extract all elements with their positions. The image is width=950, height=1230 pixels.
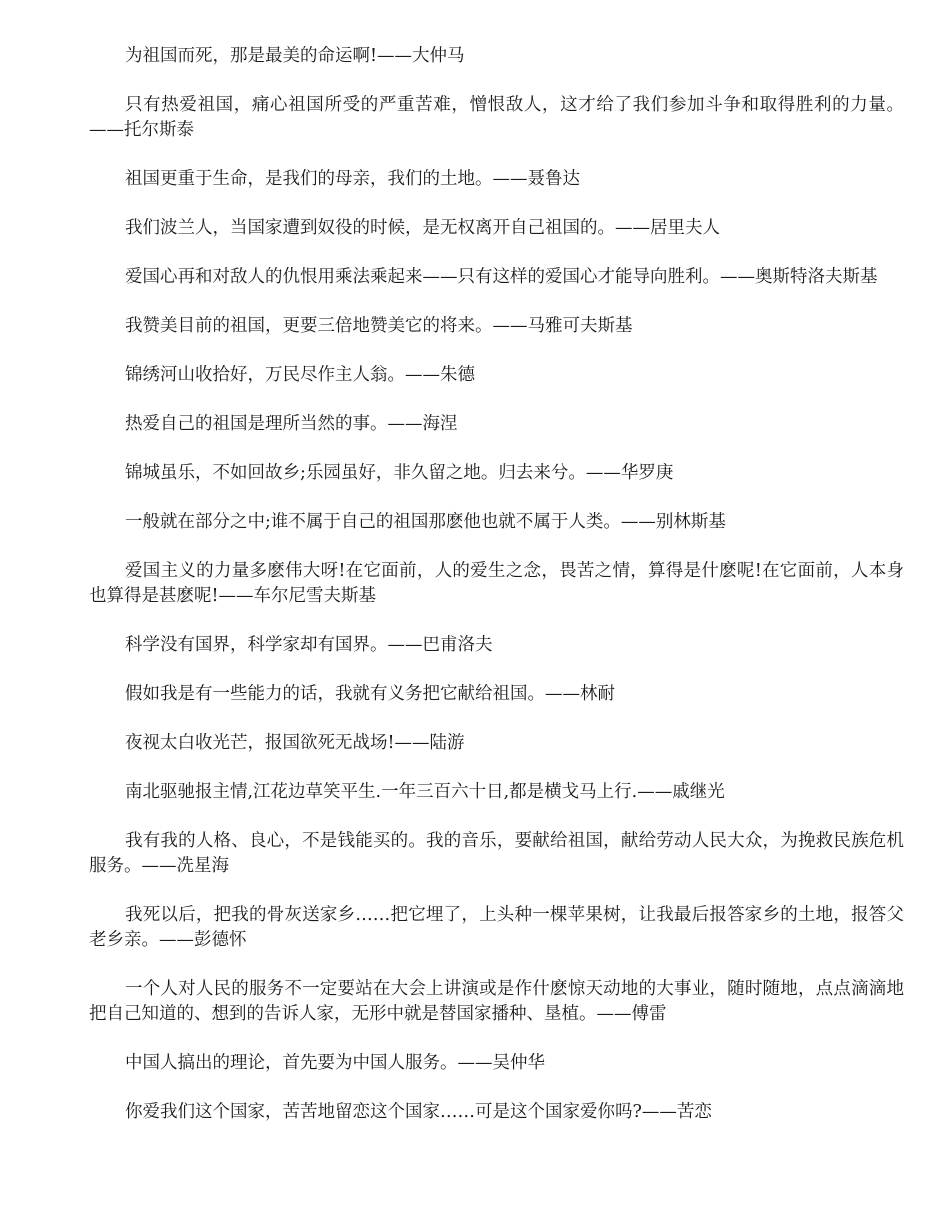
quote-paragraph: 我赞美目前的祖国，更要三倍地赞美它的将来。——马雅可夫斯基 [125, 316, 633, 336]
quote-paragraph: 一个人对人民的服务不一定要站在大会上讲演或是作什麽惊天动地的大事业，随时随地，点点滴滴地把自己知道的、想到的告诉人家，无形中就是替国家播种、垦植。——傅雷 [89, 979, 904, 1024]
quote-paragraph: 热爱自己的祖国是理所当然的事。——海涅 [125, 414, 458, 434]
quote-paragraph: 一般就在部分之中;谁不属于自己的祖国那麽他也就不属于人类。——别林斯基 [125, 512, 726, 532]
quote-paragraph: 爱国主义的力量多麽伟大呀!在它面前，人的爱生之念，畏苦之情，算得是什麽呢!在它面前，人本身也算得是甚麽呢!——车尔尼雪夫斯基 [89, 561, 904, 606]
quote-paragraph: 锦城虽乐，不如回故乡;乐园虽好，非久留之地。归去来兮。——华罗庚 [125, 463, 674, 483]
quote-paragraph: 南北驱驰报主情,江花边草笑平生.一年三百六十日,都是横戈马上行.——戚继光 [125, 782, 725, 802]
quote-paragraph: 中国人搞出的理论，首先要为中国人服务。——吴仲华 [125, 1053, 545, 1073]
quote-paragraph: 我们波兰人，当国家遭到奴役的时候，是无权离开自己祖国的。——居里夫人 [125, 218, 720, 238]
quote-paragraph: 科学没有国界，科学家却有国界。——巴甫洛夫 [125, 635, 493, 655]
quote-paragraph: 只有热爱祖国，痛心祖国所受的严重苦难，憎恨敌人，这才给了我们参加斗争和取得胜利的力量。——托尔斯泰 [89, 95, 904, 140]
quote-paragraph: 为祖国而死，那是最美的命运啊!——大仲马 [125, 46, 465, 66]
quote-paragraph: 我死以后，把我的骨灰送家乡……把它埋了，上头种一棵苹果树，让我最后报答家乡的土地，报答父老乡亲。——彭德怀 [89, 905, 904, 950]
quote-paragraph: 锦绣河山收拾好，万民尽作主人翁。——朱德 [125, 365, 475, 385]
quote-paragraph: 假如我是有一些能力的话，我就有义务把它献给祖国。——林耐 [125, 684, 615, 704]
quote-paragraph: 祖国更重于生命，是我们的母亲，我们的土地。——聂鲁达 [125, 169, 580, 189]
quote-paragraph: 你爱我们这个国家，苦苦地留恋这个国家……可是这个国家爱你吗?——苦恋 [125, 1102, 712, 1122]
quote-paragraph: 夜视太白收光芒，报国欲死无战场!——陆游 [125, 733, 465, 753]
quote-paragraph: 爱国心再和对敌人的仇恨用乘法乘起来——只有这样的爱国心才能导向胜利。——奥斯特洛夫斯基 [125, 267, 878, 287]
quote-paragraph: 我有我的人格、良心，不是钱能买的。我的音乐，要献给祖国，献给劳动人民大众，为挽救民族危机服务。——冼星海 [89, 831, 904, 876]
